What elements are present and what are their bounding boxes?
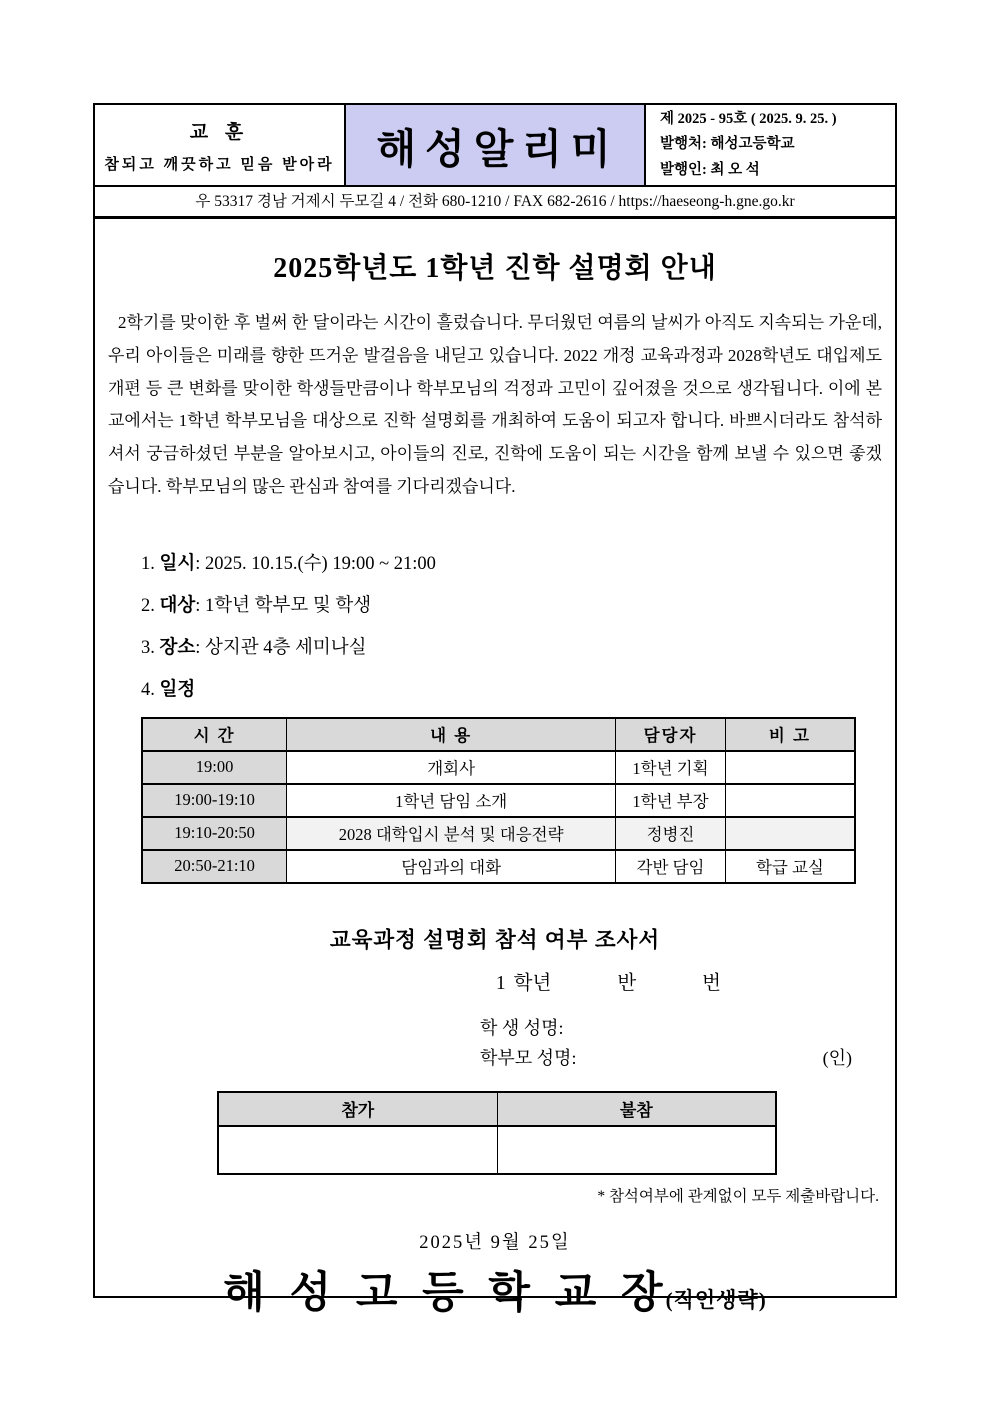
item-value: 1학년 학부모 및 학생 [205,595,372,616]
cell-person: 정병진 [616,817,726,850]
document-page [93,103,897,1317]
cell-time: 19:00-19:10 [142,784,287,817]
table-row [142,850,855,883]
item-sep: : [195,637,201,658]
cell-note [725,817,855,850]
item-label: 장소 [159,637,196,658]
item-label: 일시 [159,553,196,574]
attendance-answer-row [218,1126,776,1174]
page-title: 2025학년도 1학년 진학 설명회 안내 [273,253,717,284]
cell-time: 19:00 [142,751,287,784]
issue-number: 제 2025 - 95호 ( 2025. 9. 25. ) [660,110,837,127]
item-sep: : [195,553,201,574]
table-row [142,784,855,817]
issue-date: 2025년 9월 25일 [419,1232,571,1253]
cell-person: 각반 담임 [616,850,726,883]
detail-item-schedule [141,675,883,701]
cell-note [725,784,855,817]
school-address-line: 우 53317 경남 거제시 두모길 4 / 전화 680-1210 / FAX 682-2616 / https://haeseong-h.gne.go.kr [95,187,895,219]
survey-title: 교육과정 설명회 참석 여부 조사서 [329,927,661,952]
attend-header: 참가 [218,1092,497,1126]
item-number: 1. [141,553,155,574]
col-header-person: 담당자 [616,718,726,751]
grade-class-number-line [107,967,721,995]
document-body [95,246,895,1320]
cell-time: 19:10-20:50 [142,817,287,850]
detail-list [141,549,883,701]
detail-item-place [141,633,883,659]
grade-number: 1 [495,972,506,994]
motto-title: 교 훈 [189,121,250,143]
cell-content: 1학년 담임 소개 [287,784,616,817]
student-name-label: 학 생 성명: [480,1017,564,1038]
publisher: 발행처: 해성고등학교 [660,136,795,153]
item-sep: : [195,595,201,616]
parent-name-label: 학부모 성명: [480,1048,577,1069]
col-header-note: 비 고 [725,718,855,751]
parent-name-line [480,1043,852,1074]
issuer: 발행인: 최 오 석 [660,161,760,178]
schedule-header-row [142,718,855,751]
attendance-header-row [218,1092,776,1126]
newsletter-title: 해성알리미 [346,105,646,185]
item-value: 2025. 10.15.(수) 19:00 ~ 21:00 [205,553,436,574]
item-number: 3. [141,637,155,658]
cell-person: 1학년 기획 [616,751,726,784]
school-motto-cell [95,105,346,185]
detail-item-datetime [141,549,883,575]
col-header-time: 시 간 [142,718,287,751]
seal-label: (인) [822,1048,852,1069]
item-number: 4. [141,679,155,700]
attendance-table [217,1091,777,1175]
seal-omitted-label: (직인생략) [665,1287,767,1312]
cell-time: 20:50-21:10 [142,850,287,883]
table-row [142,817,855,850]
absent-answer-cell [497,1126,776,1174]
publication-info-cell [646,105,895,185]
class-label: 반 [617,972,637,994]
item-value: 상지관 4층 세미나실 [205,637,367,658]
motto-text: 참되고 깨끗하고 믿음 받아라 [104,156,335,173]
cell-content: 개회사 [287,751,616,784]
col-header-content: 내 용 [287,718,616,751]
cell-person: 1학년 부장 [616,784,726,817]
item-label: 대상 [159,595,196,616]
number-label: 번 [702,972,721,994]
item-label: 일정 [159,679,196,700]
attend-answer-cell [218,1126,497,1174]
name-fields [480,1013,883,1074]
item-number: 2. [141,595,155,616]
schedule-table [141,717,856,884]
signature-text: 해 성 고 등 학 교 장 [223,1269,670,1317]
cell-note [725,751,855,784]
cell-note: 학급 교실 [725,850,855,883]
principal-signature [107,1259,883,1320]
submit-note: * 참석여부에 관계없이 모두 제출바랍니다. [597,1187,879,1205]
absent-header: 불참 [497,1092,776,1126]
document-header [95,105,895,187]
cell-content: 2028 대학입시 분석 및 대응전략 [287,817,616,850]
grade-label: 학년 [513,972,552,994]
table-row [142,751,855,784]
detail-item-target [141,591,883,617]
cell-content: 담임과의 대화 [287,850,616,883]
intro-paragraph: 2학기를 맞이한 후 벌써 한 달이라는 시간이 흘렀습니다. 무더웠던 여름의 날씨가 아직도 지속되는 가운데, 우리 아이들은 미래를 향한 뜨거운 발걸음을 내딛고 있습니다. 2022 개정 교육과정과 2028학년도 대입제도 개편 등 큰 변화를 맞이한 학생들만큼이나 학부모님의 걱정과 고민이 깊어졌을 것으로 생각됩니다. 이에 본교에서는 1학년 학부모님을 대상으로 진학 설명회를 개최하여 도움이 되고자 합니다. 바쁘시더라도 참석하셔서 궁금하셨던 부분을 알아보시고, 아이들의 진로, 진학에 도움이 되는 시간을 함께 보낼 수 있으면 좋겠습니다. 학부모님의 많은 관심과 참여를 기다리겠습니다. [108,313,882,496]
